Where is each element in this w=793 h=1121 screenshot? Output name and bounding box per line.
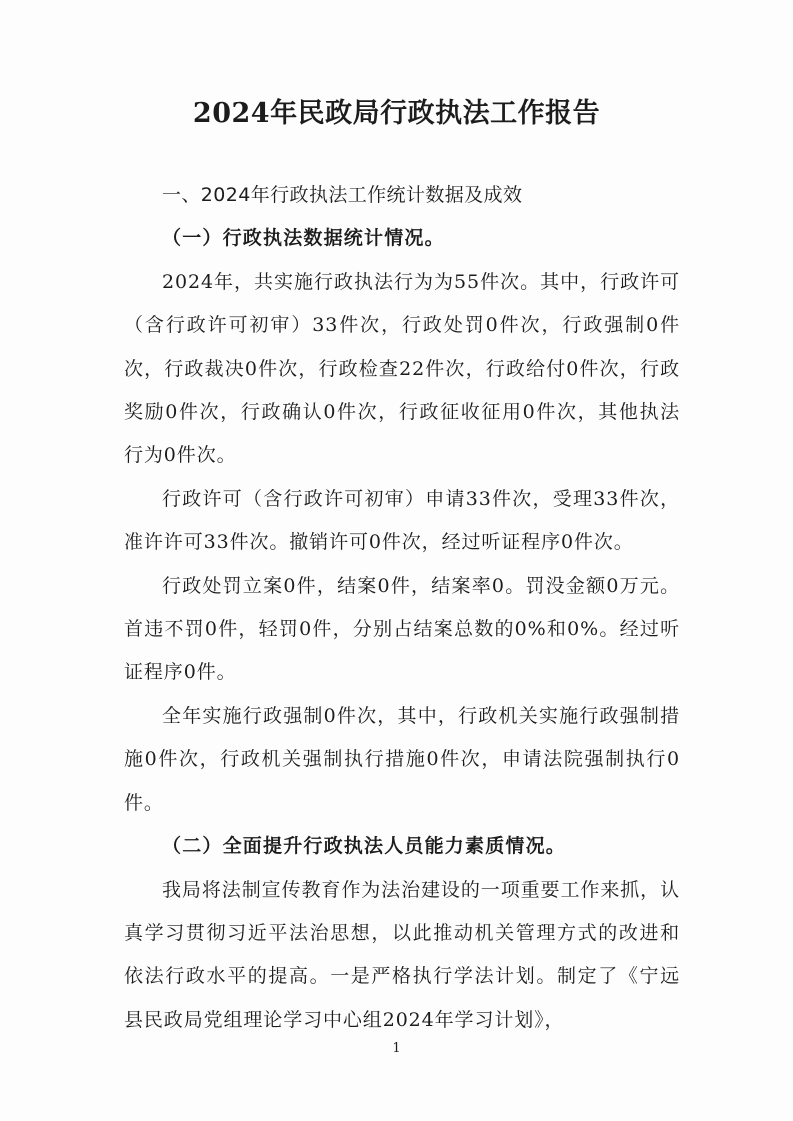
paragraph-penalty-stats: 行政处罚立案0件，结案0件，结案率0。罚没金额0万元。首违不罚0件，轻罚0件，分别占结案总数的0%和0%。经过听证程序0件。: [124, 574, 680, 684]
paragraph-enforcement-measures: 全年实施行政强制0件次，其中，行政机关实施行政强制措施0件次，行政机关强制执行措施0件次，申请法院强制执行0件。: [124, 704, 680, 814]
subsection-heading-1: （一）行政执法数据统计情况。: [162, 227, 445, 250]
page-number: 1: [392, 1041, 401, 1056]
paragraph-license-stats: 行政许可（含行政许可初审）申请33件次，受理33件次，准许许可33件次。撤销许可0件次，经过听证程序0件次。: [124, 487, 680, 554]
section-heading-1: 一、2024年行政执法工作统计数据及成效: [162, 184, 523, 206]
paragraph-legal-education: 我局将法制宣传教育作为法治建设的一项重要工作来抓，认真学习贯彻习近平法治思想，以此推动机关管理方式的改进和依法行政水平的提高。一是严格执行学法计划。制定了《宁远县民政局党组理论学习中心组2024年学习计划》，: [124, 878, 680, 1031]
paragraph-enforcement-totals: 2024年，共实施行政执法行为为55件次。其中，行政许可（含行政许可初审）33件次，行政处罚0件次，行政强制0件次，行政裁决0件次，行政检查22件次，行政给付0件次，行政奖励0件次，行政确认0件次，行政征收征用0件次，其他执法行为0件次。: [124, 270, 680, 467]
subsection-heading-2: （二）全面提升行政执法人员能力素质情况。: [162, 835, 567, 858]
document-title: 2024年民政局行政执法工作报告: [192, 98, 601, 129]
document-body: [124, 174, 680, 1042]
